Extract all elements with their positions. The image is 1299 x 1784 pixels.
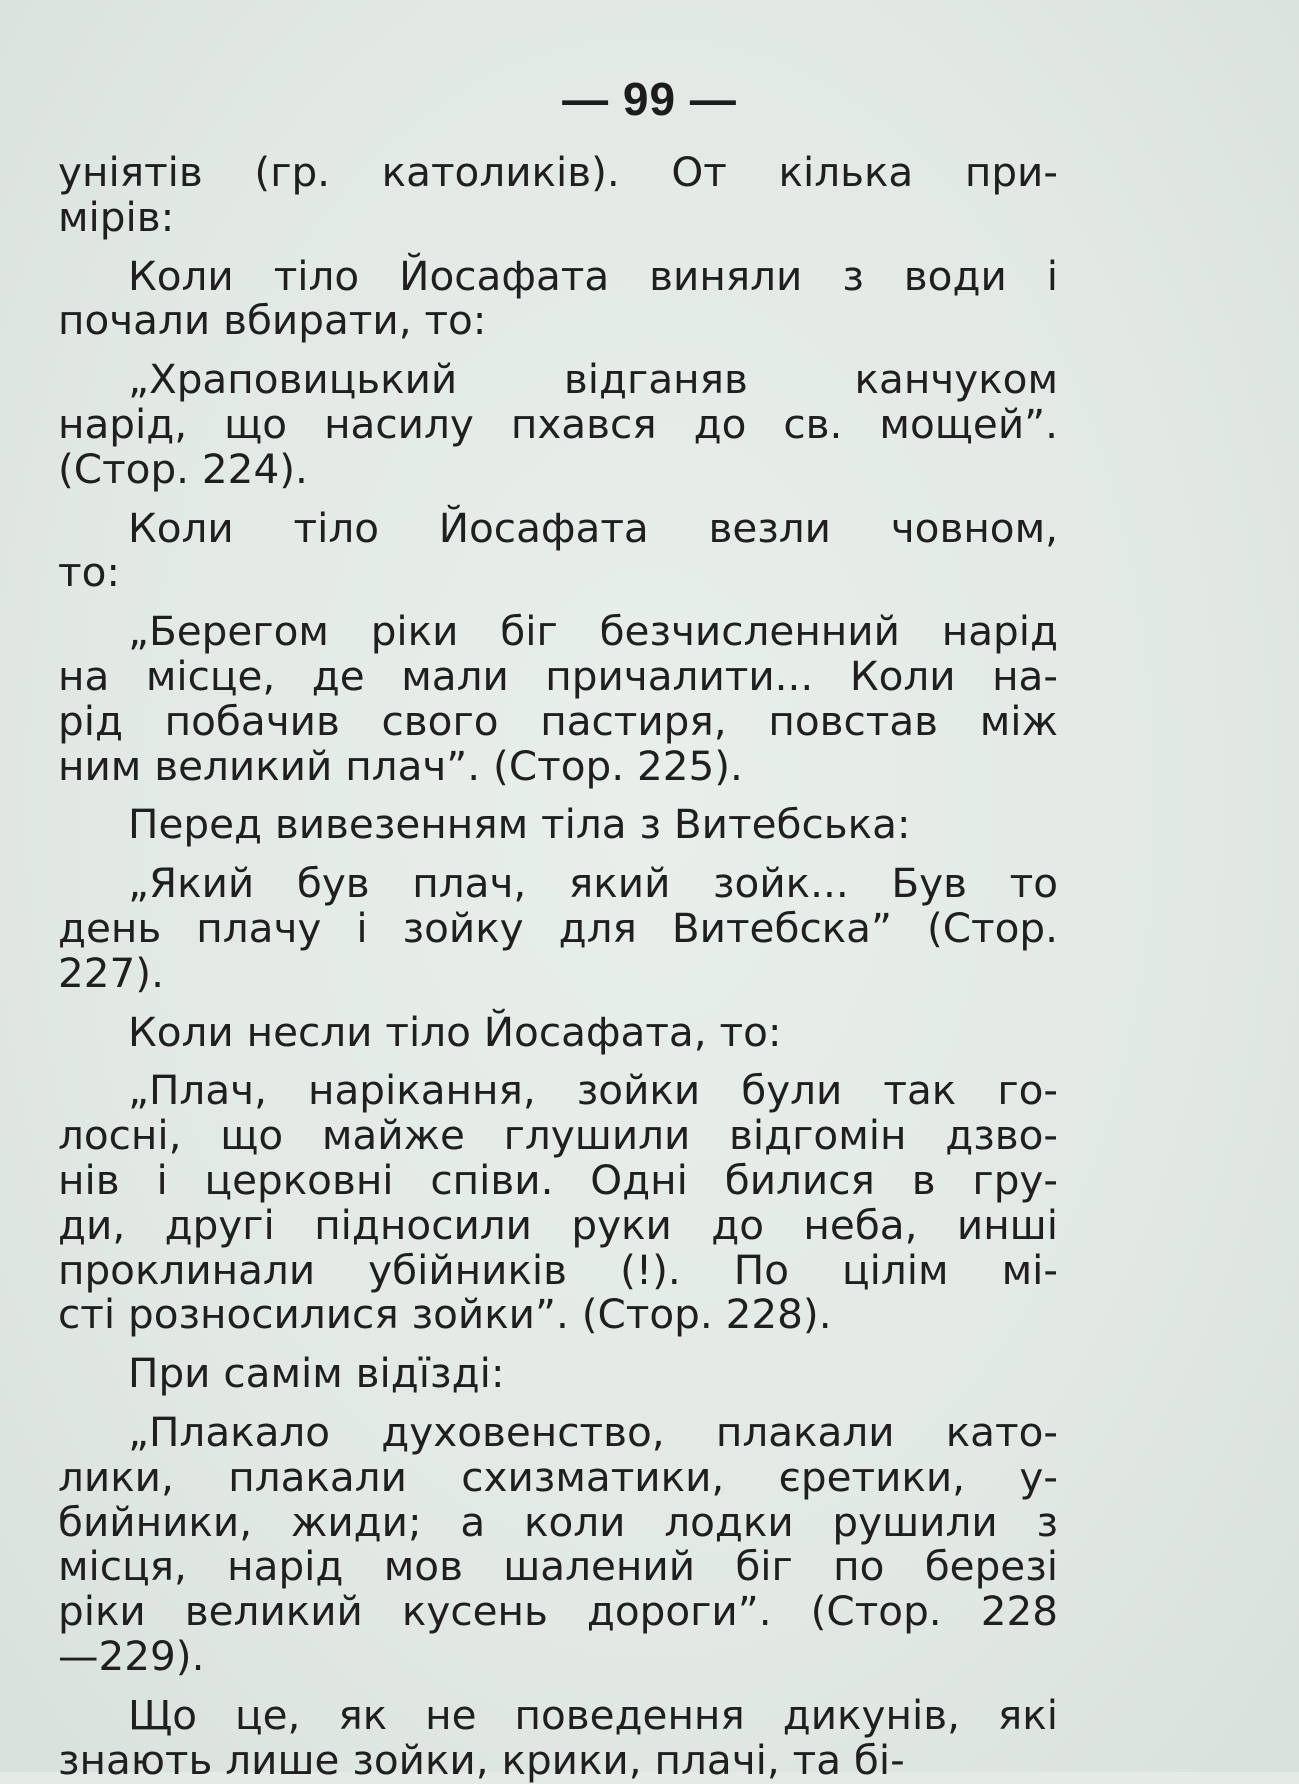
paragraph: [58, 1690, 1058, 1784]
text-line: на місце, де мали причалити... Коли на-: [58, 651, 1058, 700]
text-line: „Який був плач, який зойк... Був то: [128, 859, 1058, 908]
text-line: „Плакало духовенство, плакали като-: [128, 1407, 1058, 1456]
text-line: При самім відїзді:: [128, 1349, 505, 1398]
text-line: день плачу і зойку для Витебска” (Стор.: [58, 903, 1058, 952]
text-line: почали вбирати, то:: [58, 296, 487, 345]
text-line: Перед вивезенням тіла з Витебська:: [128, 800, 911, 849]
paragraph: [58, 357, 1058, 491]
text-line: лосні, що майже глушили відгомін дзво-: [58, 1111, 1058, 1160]
text-line: ним великий плач”. (Стор. 225).: [58, 741, 743, 790]
text-line: „Берегом ріки біг безчисленний нарід: [128, 607, 1058, 656]
text-line: лики, плакали схизматики, єретики, у-: [58, 1452, 1058, 1501]
text-line: місця, нарід мов шалений біг по березі: [58, 1542, 1058, 1591]
paragraph: [58, 609, 1058, 788]
text-line: Коли несли тіло Йосафата, то:: [128, 1007, 782, 1056]
text-line: знають лише зойки, крики, плачі, та бі-: [58, 1735, 905, 1784]
body-text: [58, 150, 1058, 1782]
text-line: —229).: [58, 1631, 205, 1680]
paragraph: [58, 1068, 1058, 1337]
text-line: ріки великий кусень дороги”. (Стор. 228: [58, 1587, 1058, 1636]
text-line: ди, другі підносили руки до неба, инші: [58, 1200, 1058, 1249]
text-line: нарід, що насилу пхався до св. мощей”.: [58, 399, 1058, 448]
paragraph: [58, 150, 1058, 240]
paragraph: [58, 1351, 1058, 1396]
text-line: бийники, жиди; а коли лодки рушили з: [58, 1497, 1058, 1546]
paragraph: [58, 503, 1058, 597]
text-line: проклинали убійників (!). По цілім мі-: [58, 1245, 1058, 1294]
paragraph: [58, 802, 1058, 847]
text-line: Коли тіло Йосафата виняли з води і: [128, 251, 1058, 300]
paragraph: [58, 1407, 1058, 1680]
text-line: (Стор. 224).: [58, 444, 308, 493]
text-line: мірів:: [58, 192, 175, 241]
text-line: рід побачив свого пастиря, повстав між: [58, 696, 1058, 745]
text-line: сті розносилися зойки”. (Стор. 228).: [58, 1290, 832, 1339]
text-line: Що це, як не поведення дикунів, які: [128, 1690, 1058, 1739]
page-number: — 99 —: [562, 73, 737, 125]
text-line: нів і церковні співи. Одні билися в гру-: [58, 1155, 1058, 1204]
text-line: то:: [58, 548, 121, 597]
text-line: уніятів (гр. католиків). От кілька при-: [58, 148, 1058, 196]
text-line: Коли тіло Йосафата везли човном,: [128, 503, 1058, 552]
text-line: 227).: [58, 948, 164, 997]
paragraph: [58, 1007, 1058, 1056]
paragraph: [58, 251, 1058, 345]
text-line: „Храповицький відганяв канчуком: [128, 355, 1058, 404]
text-line: „Плач, нарікання, зойки були так го-: [128, 1066, 1058, 1115]
paragraph: [58, 861, 1058, 995]
